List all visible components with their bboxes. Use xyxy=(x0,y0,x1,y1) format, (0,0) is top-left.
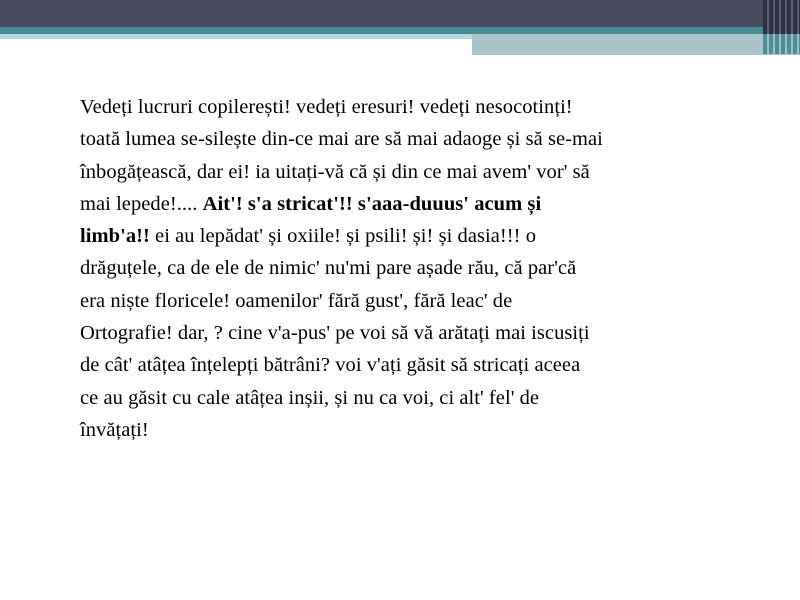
text-line xyxy=(80,91,770,123)
bold-text-segment: limb'a!! xyxy=(80,225,150,248)
text-segment: ei au lepădat' și oxiile! și psili! și! și dasia!!! o xyxy=(149,225,536,248)
slide-body-text xyxy=(80,91,770,446)
text-line xyxy=(80,414,770,446)
text-line xyxy=(80,349,770,381)
text-line xyxy=(80,188,770,220)
text-line xyxy=(80,123,770,155)
text-segment: drăguțele, ca de ele de nimic' nu'mi pare așade rău, că par'că xyxy=(80,257,577,280)
text-segment: ce au găsit cu cale atâțea inșii, și nu ca voi, ci alt' fel' de xyxy=(80,386,540,409)
header-band-teal xyxy=(0,27,800,34)
text-segment: Vedeți lucruri copilerești! vedeți eresuri! vedeți nesocotinți! xyxy=(80,96,573,118)
text-line xyxy=(80,156,770,188)
header-corner-stripes-teal xyxy=(763,34,800,54)
text-line xyxy=(80,285,770,317)
text-line xyxy=(80,220,770,252)
bold-text-segment: Ait'! s'a stricat'!! s'aaa-duuus' acum și xyxy=(202,192,542,215)
header-band-teal-accent xyxy=(472,34,800,55)
text-segment: mai lepede!.... xyxy=(80,192,203,215)
text-line xyxy=(80,317,770,349)
header-band-dark xyxy=(0,0,781,27)
text-segment: de cât' atâțea înțelepți bătrâni? voi v'ați găsit să stricați aceea xyxy=(80,354,581,377)
text-segment: învățați! xyxy=(80,418,149,441)
text-segment: toată lumea se-silește din-ce mai are să mai adaoge și să se-mai xyxy=(80,128,603,151)
text-segment: Ortografie! dar, ? cine v'a-pus' pe voi să vă arătați mai iscusiți xyxy=(80,322,590,345)
text-line xyxy=(80,252,770,284)
text-segment: era niște floricele! oamenilor' fără gust', fără leac' de xyxy=(80,289,513,312)
text-line xyxy=(80,382,770,414)
text-segment: înbogățească, dar ei! ia uitați-vă că și din ce mai avem' vor' să xyxy=(80,160,590,183)
header-corner-stripes xyxy=(763,0,800,34)
